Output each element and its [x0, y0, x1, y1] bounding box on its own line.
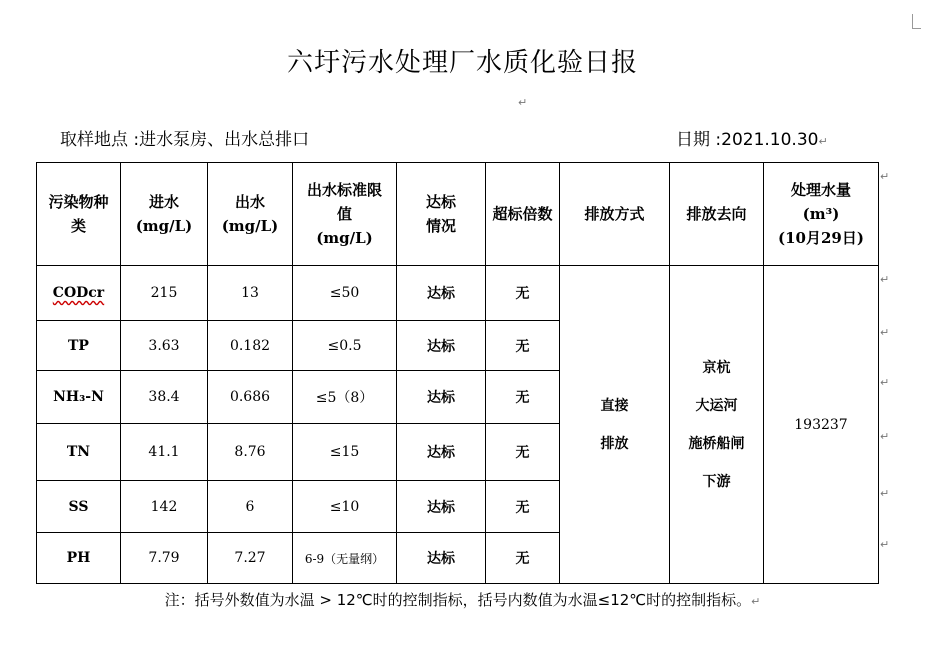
- exceed-cell: 无: [486, 371, 560, 424]
- row-end-mark: ↵: [880, 430, 890, 443]
- header-effluent: 出水 (mg/L): [208, 163, 293, 266]
- status-cell: 达标: [397, 424, 486, 481]
- row-end-mark: ↵: [880, 170, 890, 183]
- row-end-mark: ↵: [880, 376, 890, 389]
- limit-cell: ≤15: [293, 424, 397, 481]
- pollutant-cell: NH₃-N: [37, 371, 121, 424]
- influent-cell: 38.4: [121, 371, 208, 424]
- effluent-cell: 0.182: [208, 321, 293, 371]
- footnote-text: 注：括号外数值为水温 > 12℃时的控制指标，括号内数值为水温≤12℃时的控制指标。: [164, 591, 752, 609]
- pollutant-cell: SS: [37, 481, 121, 533]
- status-cell: 达标: [397, 481, 486, 533]
- effluent-cell: 6: [208, 481, 293, 533]
- pollutant-cell: TN: [37, 424, 121, 481]
- effluent-cell: 7.27: [208, 533, 293, 584]
- row-end-mark: ↵: [880, 487, 890, 500]
- exceed-cell: 无: [486, 481, 560, 533]
- exceed-cell: 无: [486, 533, 560, 584]
- report-title: 六圩污水处理厂水质化验日报: [286, 48, 638, 78]
- row-end-mark: ↵: [880, 538, 890, 551]
- header-pollutant: 污染物种类: [37, 163, 121, 266]
- status-cell: 达标: [397, 321, 486, 371]
- sampling-location-text: 取样地点 :进水泵房、出水总排口: [60, 130, 310, 150]
- status-cell: 达标: [397, 371, 486, 424]
- header-discharge-method: 排放方式: [560, 163, 670, 266]
- table-row: [37, 266, 879, 321]
- pollutant-cell: CODcr: [37, 266, 121, 321]
- paragraph-mark: ↵: [518, 96, 528, 109]
- discharge-method-cell: 直接 排放: [560, 266, 670, 584]
- effluent-cell: 13: [208, 266, 293, 321]
- status-cell: 达标: [397, 266, 486, 321]
- water-quality-table: [36, 162, 879, 584]
- status-cell: 达标: [397, 533, 486, 584]
- pollutant-cell: TP: [37, 321, 121, 371]
- exceed-cell: 无: [486, 266, 560, 321]
- header-status: 达标情况: [397, 163, 486, 266]
- discharge-dest-cell: 京杭 大运河 施桥船闸 下游: [670, 266, 764, 584]
- influent-cell: 7.79: [121, 533, 208, 584]
- page-corner-mark: [912, 14, 921, 29]
- volume-cell: 193237: [764, 266, 879, 584]
- report-date-text: 日期 :2021.10.30: [676, 130, 819, 150]
- paragraph-mark: ↵: [818, 135, 828, 148]
- limit-cell: ≤10: [293, 481, 397, 533]
- limit-cell: ≤5（8）: [293, 371, 397, 424]
- effluent-cell: 8.76: [208, 424, 293, 481]
- exceed-cell: 无: [486, 424, 560, 481]
- header-exceed: 超标倍数: [486, 163, 560, 266]
- influent-cell: 3.63: [121, 321, 208, 371]
- header-limit: 出水标准限值 (mg/L): [293, 163, 397, 266]
- influent-cell: 142: [121, 481, 208, 533]
- exceed-cell: 无: [486, 321, 560, 371]
- sampling-location: [60, 125, 309, 150]
- row-end-mark: ↵: [880, 326, 890, 339]
- paragraph-mark: ↵: [751, 595, 761, 608]
- effluent-cell: 0.686: [208, 371, 293, 424]
- influent-cell: 215: [121, 266, 208, 321]
- row-end-mark: ↵: [880, 273, 890, 286]
- influent-cell: 41.1: [121, 424, 208, 481]
- pollutant-cell: PH: [37, 533, 121, 584]
- limit-cell: 6-9（无量纲）: [293, 533, 397, 584]
- limit-cell: ≤0.5: [293, 321, 397, 371]
- header-influent: 进水 (mg/L): [121, 163, 208, 266]
- footnote: [0, 589, 925, 610]
- report-date: [676, 125, 828, 150]
- header-volume: 处理水量 (m³) (10月29日): [764, 163, 879, 266]
- limit-cell: ≤50: [293, 266, 397, 321]
- header-row: [37, 163, 879, 266]
- header-discharge-dest: 排放去向: [670, 163, 764, 266]
